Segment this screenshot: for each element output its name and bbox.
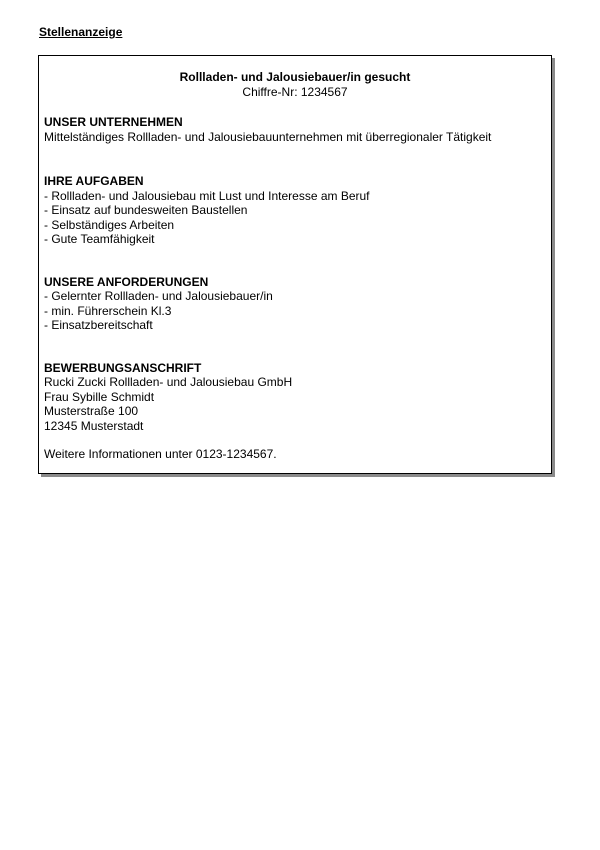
job-ad-content xyxy=(44,70,546,462)
company-section xyxy=(44,115,546,144)
tasks-section xyxy=(44,174,546,247)
job-ad-box xyxy=(38,55,552,474)
ad-chiffre: Chiffre-Nr: 1234567 xyxy=(242,84,348,99)
requirements-heading: UNSERE ANFORDERUNGEN xyxy=(44,274,209,289)
postal-city: 12345 Musterstadt xyxy=(44,418,144,433)
requirement-item: - min. Führerschein Kl.3 xyxy=(44,303,172,318)
company-heading: UNSER UNTERNEHMEN xyxy=(44,115,183,129)
task-item: - Einsatz auf bundesweiten Baustellen xyxy=(44,203,248,217)
company-name: Rucki Zucki Rollladen- und Jalousiebau GmbH xyxy=(44,375,293,389)
requirements-section xyxy=(44,275,546,333)
requirement-item: - Gelernter Rollladen- und Jalousiebauer/in xyxy=(44,289,273,303)
document-heading: Stellenanzeige xyxy=(39,25,123,39)
street-address: Musterstraße 100 xyxy=(44,404,139,418)
task-item: - Selbständiges Arbeiten xyxy=(44,217,175,232)
ad-title: Rollladen- und Jalousiebauer/in gesucht xyxy=(179,70,411,84)
contact-person: Frau Sybille Schmidt xyxy=(44,389,155,404)
ad-title-block xyxy=(44,70,546,99)
application-address-section xyxy=(44,361,546,434)
requirement-item: - Einsatzbereitschaft xyxy=(44,318,153,332)
company-description: Mittelständiges Rollladen- und Jalousiebauunternehmen mit überregionaler Tätigkeit xyxy=(44,129,492,144)
task-item: - Rollladen- und Jalousiebau mit Lust und Interesse am Beruf xyxy=(44,188,370,203)
tasks-heading: IHRE AUFGABEN xyxy=(44,174,144,188)
task-item: - Gute Teamfähigkeit xyxy=(44,232,155,246)
application-heading: BEWERBUNGSANSCHRIFT xyxy=(44,360,202,375)
further-info: Weitere Informationen unter 0123-1234567. xyxy=(44,447,277,461)
